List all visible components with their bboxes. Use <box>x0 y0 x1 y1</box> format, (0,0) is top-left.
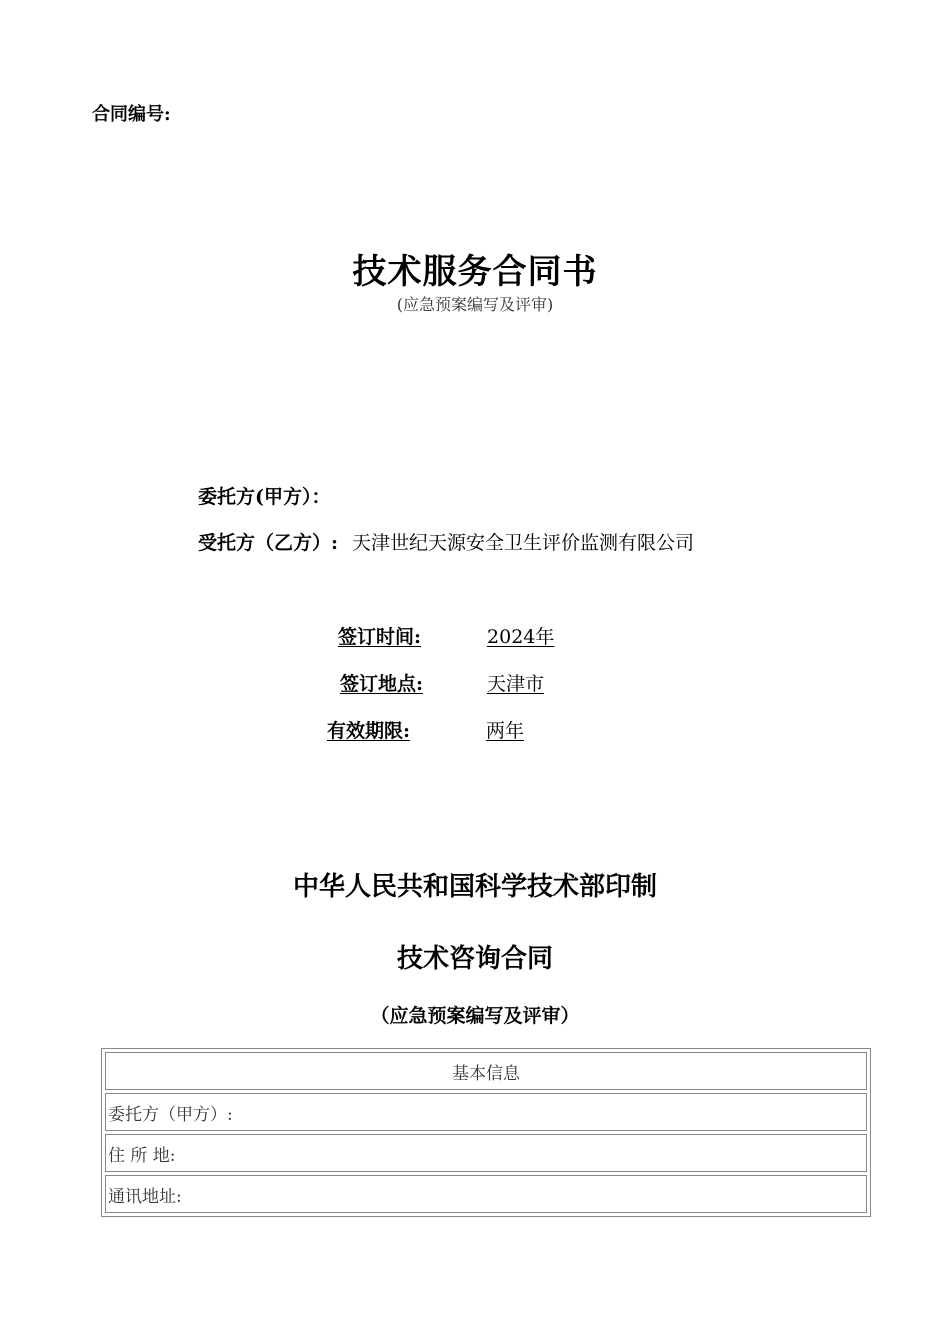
printer-credit: 中华人民共和国科学技术部印制 <box>292 872 657 902</box>
basic-info-table <box>101 1048 871 1217</box>
party-b-value: 天津世纪天源安全卫生评价监测有限公司 <box>352 532 695 554</box>
table-row-mailing-address <box>105 1175 867 1213</box>
signing-place-value: 天津市 <box>487 673 545 695</box>
party-a-label: 委托方(甲方）： <box>198 486 331 508</box>
validity-label: 有效期限: <box>327 720 411 742</box>
validity-line <box>327 716 578 743</box>
consult-contract-subtitle: （应急预案编写及评审） <box>370 1005 580 1027</box>
validity-value: 两年 <box>486 720 525 742</box>
table-header-label: 基本信息 <box>452 1063 520 1084</box>
table-row-address <box>105 1134 867 1172</box>
table-header <box>105 1052 867 1090</box>
signing-time-line <box>338 622 576 649</box>
signing-place-label: 签订地点: <box>340 673 424 695</box>
document-subtitle: (应急预案编写及评审) <box>396 295 554 314</box>
signing-time-label: 签订时间: <box>338 626 422 648</box>
table-row-label: 通讯地址: <box>108 1186 182 1207</box>
party-b-label: 受托方（乙方）: <box>198 532 339 554</box>
signing-time-value: 2024年 <box>487 626 555 648</box>
signing-place-line <box>340 669 566 696</box>
table-row-label: 住 所 地: <box>108 1145 176 1166</box>
party-b-line <box>198 528 694 555</box>
document-title: 技术服务合同书 <box>352 252 598 292</box>
consult-contract-title: 技术咨询合同 <box>396 944 553 974</box>
contract-number-label: 合同编号: <box>92 104 171 125</box>
table-row-party-a <box>105 1093 867 1131</box>
table-row-label: 委托方（甲方）: <box>108 1104 233 1125</box>
